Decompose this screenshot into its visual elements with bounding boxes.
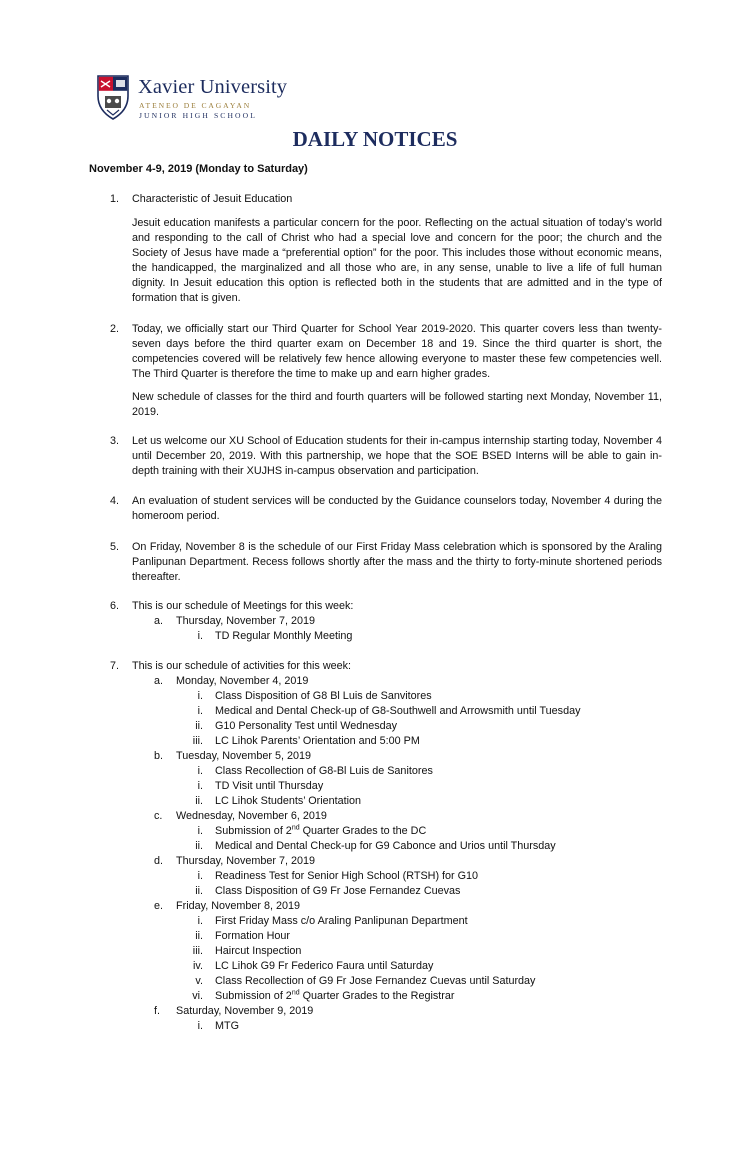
schedule-day bbox=[154, 854, 316, 869]
item-paragraph: Today, we officially start our Third Quarter for School Year 2019-2020. This quarter covers less than twenty-seven days before the third quarter exam on December 18 and 19. Since the third quarter is short, the competencies covered will be relatively few hence allowing everyone to master these few competencies well. The Third Quarter is therefore the time to make up and earn higher grades. bbox=[132, 323, 662, 380]
entry-label: i. bbox=[197, 780, 203, 792]
item-number: 6. bbox=[110, 600, 120, 612]
entry-text: TD Visit until Thursday bbox=[215, 780, 324, 792]
schedule-entry bbox=[195, 794, 362, 809]
schedule-day bbox=[154, 614, 316, 629]
item-paragraph: On Friday, November 8 is the schedule of our First Friday Mass celebration which is sponsored by the Araling Panlipunan Department. Recess follows shortly after the mass and the thirty to forty-minute shortened periods thereafter. bbox=[132, 541, 662, 583]
schedule-entry bbox=[195, 884, 461, 899]
entry-label: iii. bbox=[192, 945, 203, 957]
entry-label: ii. bbox=[195, 795, 203, 807]
entry-text: Submission of 2nd Quarter Grades to the DC bbox=[215, 824, 427, 837]
day-title: Thursday, November 7, 2019 bbox=[176, 855, 316, 867]
school-logo bbox=[96, 74, 296, 124]
schedule-entry bbox=[197, 779, 324, 794]
day-label: e. bbox=[154, 900, 164, 912]
schedule-day bbox=[154, 674, 309, 689]
entry-label: i. bbox=[197, 690, 203, 702]
schedule-day bbox=[154, 1004, 314, 1019]
entry-label: vi. bbox=[192, 990, 203, 1002]
schedule-day bbox=[154, 899, 301, 914]
entry-text: TD Regular Monthly Meeting bbox=[215, 630, 353, 642]
entry-label: v. bbox=[195, 975, 203, 987]
entry-text: Medical and Dental Check-up for G9 Cabonce and Urios until Thursday bbox=[215, 840, 556, 852]
schedule-entry bbox=[192, 734, 420, 749]
schedule-entry bbox=[197, 1019, 239, 1034]
schedule-entry bbox=[197, 914, 468, 929]
schedule-day bbox=[154, 809, 327, 824]
schedule-entry bbox=[197, 704, 581, 719]
shield-icon bbox=[96, 74, 130, 120]
item-number: 2. bbox=[110, 323, 120, 335]
schedule-entry bbox=[197, 629, 353, 644]
entry-text: Formation Hour bbox=[215, 930, 291, 942]
day-title: Saturday, November 9, 2019 bbox=[176, 1005, 314, 1017]
page-title: DAILY NOTICES bbox=[292, 127, 458, 151]
entry-label: ii. bbox=[195, 885, 203, 897]
entry-label: i. bbox=[197, 825, 203, 837]
entry-label: i. bbox=[197, 705, 203, 717]
entry-text: LC Lihok Parents’ Orientation and 5:00 PM bbox=[215, 735, 420, 747]
ordinal-suffix: nd bbox=[291, 824, 300, 832]
day-title: Tuesday, November 5, 2019 bbox=[176, 750, 312, 762]
schedule-entry bbox=[192, 944, 302, 959]
entry-text: Class Disposition of G9 Fr Jose Fernandez Cuevas bbox=[215, 885, 461, 897]
entry-label: i. bbox=[197, 915, 203, 927]
date-range: November 4-9, 2019 (Monday to Saturday) bbox=[89, 163, 308, 175]
schedule-entry bbox=[197, 689, 432, 704]
entry-label: i. bbox=[197, 1020, 203, 1032]
item-number: 1. bbox=[110, 193, 120, 205]
schedule-entry bbox=[195, 974, 536, 989]
entry-text: Class Recollection of G8-Bl Luis de Sanitores bbox=[215, 765, 433, 777]
item-number: 4. bbox=[110, 495, 120, 507]
schedule-entry bbox=[195, 719, 398, 734]
ordinal-suffix: nd bbox=[291, 989, 300, 997]
entry-label: ii. bbox=[195, 720, 203, 732]
day-label: c. bbox=[154, 810, 163, 822]
schedule-entry bbox=[193, 959, 434, 974]
day-label: a. bbox=[154, 675, 164, 687]
entry-label: i. bbox=[197, 630, 203, 642]
item-number: 7. bbox=[110, 660, 120, 672]
entry-text: LC Lihok G9 Fr Federico Faura until Saturday bbox=[215, 960, 434, 972]
entry-text: Haircut Inspection bbox=[215, 945, 302, 957]
entry-label: i. bbox=[197, 765, 203, 777]
day-label: f. bbox=[154, 1005, 160, 1017]
entry-text: Readiness Test for Senior High School (RTSH) for G10 bbox=[215, 870, 479, 882]
item-paragraph: Jesuit education manifests a particular concern for the poor. Reflecting on the actual situation of today’s world and responding to the call of Christ who had a special love and concern for the poor; the church and the Society of Jesus have made a “preferential option” for the poor. This includes those without economic means, the handicapped, the marginalized and all those who are, in any sense, unable to live a life of full human dignity. In Jesuit education this option is reflected both in the students that are admitted and in the type of formation that is given. bbox=[132, 217, 662, 304]
schedule-entry bbox=[195, 839, 556, 854]
entry-text: First Friday Mass c/o Araling Panlipunan Department bbox=[215, 915, 468, 927]
entry-label: iii. bbox=[192, 735, 203, 747]
item-heading: This is our schedule of Meetings for this week: bbox=[132, 600, 354, 612]
entry-text: MTG bbox=[215, 1020, 239, 1032]
entry-label: iv. bbox=[193, 960, 203, 972]
entry-text: LC Lihok Students’ Orientation bbox=[215, 795, 362, 807]
item-paragraph: New schedule of classes for the third and fourth quarters will be followed starting next Monday, November 11, 2019. bbox=[132, 391, 662, 418]
schedule-entry bbox=[197, 764, 433, 779]
day-title: Thursday, November 7, 2019 bbox=[176, 615, 316, 627]
item-number: 3. bbox=[110, 435, 120, 447]
schedule-entry bbox=[192, 989, 455, 1004]
entry-label: i. bbox=[197, 870, 203, 882]
item-heading: Characteristic of Jesuit Education bbox=[132, 193, 293, 205]
entry-text: Class Recollection of G9 Fr Jose Fernandez Cuevas until Saturday bbox=[215, 975, 536, 987]
schedule-entry bbox=[195, 929, 291, 944]
day-label: a. bbox=[154, 615, 164, 627]
entry-text: Medical and Dental Check-up of G8-Southwell and Arrowsmith until Tuesday bbox=[215, 705, 581, 717]
school-subtitle: ATENEO DE CAGAYAN bbox=[139, 101, 252, 110]
school-unit: JUNIOR HIGH SCHOOL bbox=[139, 111, 257, 120]
entry-label: ii. bbox=[195, 840, 203, 852]
entry-text: Class Disposition of G8 Bl Luis de Sanvitores bbox=[215, 690, 432, 702]
day-title: Monday, November 4, 2019 bbox=[176, 675, 309, 687]
schedule-day bbox=[154, 749, 312, 764]
schedule-entry bbox=[197, 824, 427, 839]
schedule-entry bbox=[197, 869, 479, 884]
item-paragraph: An evaluation of student services will be conducted by the Guidance counselors today, November 4 during the homeroom period. bbox=[132, 495, 662, 522]
item-number: 5. bbox=[110, 541, 120, 553]
entry-text: G10 Personality Test until Wednesday bbox=[215, 720, 398, 732]
item-paragraph: Let us welcome our XU School of Education students for their in-campus internship starting today, November 4 until December 20, 2019. With this partnership, we hope that the SOE BSED Interns will be able to gain in-depth training with their XUJHS in-campus observation and participation. bbox=[132, 435, 662, 477]
entry-label: ii. bbox=[195, 930, 203, 942]
day-label: d. bbox=[154, 855, 164, 867]
item-heading: This is our schedule of activities for this week: bbox=[132, 660, 352, 672]
day-title: Friday, November 8, 2019 bbox=[176, 900, 301, 912]
entry-text: Submission of 2nd Quarter Grades to the Registrar bbox=[215, 989, 455, 1002]
school-name: Xavier University bbox=[138, 76, 288, 98]
day-title: Wednesday, November 6, 2019 bbox=[176, 810, 327, 822]
day-label: b. bbox=[154, 750, 164, 762]
